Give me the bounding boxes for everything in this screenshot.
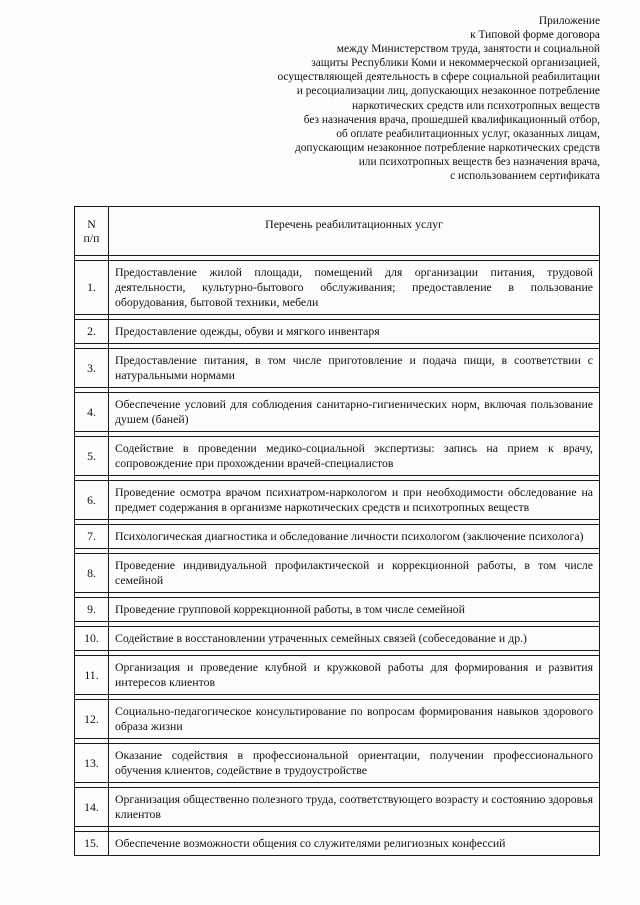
table-row	[75, 700, 600, 739]
header-line: к Типовой форме договора	[470, 29, 600, 42]
table-row	[75, 437, 600, 476]
row-number: 14.	[75, 788, 109, 827]
row-number: 12.	[75, 700, 109, 739]
row-number: 8.	[75, 554, 109, 593]
header-line: Приложение	[538, 15, 600, 27]
row-number: 1.	[75, 261, 109, 315]
header-line: без назначения врача, прошедшей квалификационный отбор,	[303, 113, 600, 126]
appendix-header	[180, 14, 600, 183]
row-number: 13.	[75, 744, 109, 783]
table-row	[75, 656, 600, 695]
row-service-text: Предоставление питания, в том числе приготовление и подача пищи, в соответствии с натуральными нормами	[109, 349, 600, 388]
header-num-line2: п/п	[83, 231, 100, 245]
table-row	[75, 261, 600, 315]
table-body	[75, 256, 600, 856]
row-service-text: Проведение групповой коррекционной работы, в том числе семейной	[109, 598, 600, 622]
table-header-row	[75, 207, 600, 256]
header-num-line1: N	[87, 217, 96, 231]
table-row	[75, 788, 600, 827]
table-row	[75, 525, 600, 549]
header-line: и ресоциализации лиц, допускающих незаконное потребление	[296, 85, 600, 98]
row-number: 3.	[75, 349, 109, 388]
header-cell-services: Перечень реабилитационных услуг	[109, 207, 600, 256]
header-line: защиты Республики Коми и некоммерческой организацией,	[311, 57, 600, 70]
row-number: 11.	[75, 656, 109, 695]
row-number: 15.	[75, 832, 109, 856]
table-row	[75, 598, 600, 622]
header-line: наркотических средств или психотропных веществ	[352, 99, 600, 112]
row-number: 10.	[75, 627, 109, 651]
table-row	[75, 554, 600, 593]
row-service-text: Предоставление жилой площади, помещений для организации питания, трудовой деятельности, культурно-бытового обслуживания; предоставление в пользование оборудования, бытовой техники, мебели	[109, 261, 600, 315]
table-row	[75, 832, 600, 856]
header-line: допускающим незаконное потребление наркотических средств	[294, 141, 600, 154]
table-row	[75, 744, 600, 783]
row-service-text: Организация и проведение клубной и кружковой работы для формирования и развития интересов клиентов	[109, 656, 600, 695]
row-service-text: Обеспечение возможности общения со служителями религиозных конфессий	[109, 832, 600, 856]
row-number: 2.	[75, 320, 109, 344]
header-line: об оплате реабилитационных услуг, оказанных лицам,	[336, 127, 600, 140]
row-service-text: Проведение осмотра врачом психиатром-наркологом и при необходимости обследование на предмет содержания в организме наркотических средств и психотропных веществ	[109, 481, 600, 520]
header-line: между Министерством труда, занятости и социальной	[336, 43, 600, 56]
row-number: 5.	[75, 437, 109, 476]
table-row	[75, 393, 600, 432]
table-row	[75, 349, 600, 388]
row-service-text: Содействие в проведении медико-социальной экспертизы: запись на прием к врачу, сопровождение при прохождении врачей-специалистов	[109, 437, 600, 476]
row-number: 6.	[75, 481, 109, 520]
table-row	[75, 627, 600, 651]
row-service-text: Организация общественно полезного труда, соответствующего возрасту и состоянию здоровья клиентов	[109, 788, 600, 827]
row-service-text: Проведение индивидуальной профилактической и коррекционной работы, в том числе семейной	[109, 554, 600, 593]
row-service-text: Социально-педагогическое консультирование по вопросам формирования навыков здорового образа жизни	[109, 700, 600, 739]
services-table	[74, 206, 600, 856]
row-service-text: Содействие в восстановлении утраченных семейных связей (собеседование и др.)	[109, 627, 600, 651]
header-line: осуществляющей деятельность в сфере социальной реабилитации	[277, 71, 600, 84]
row-number: 9.	[75, 598, 109, 622]
table-row	[75, 320, 600, 344]
row-service-text: Обеспечение условий для соблюдения санитарно-гигиенических норм, включая пользование душем (баней)	[109, 393, 600, 432]
header-cell-number	[75, 207, 109, 256]
header-line: с использованием сертификата	[450, 170, 600, 183]
table-row	[75, 481, 600, 520]
row-number: 4.	[75, 393, 109, 432]
header-line: или психотропных веществ без назначения врача,	[358, 155, 600, 168]
row-service-text: Оказание содействия в профессиональной ориентации, получении профессионального обучения клиентов, содействие в трудоустройстве	[109, 744, 600, 783]
row-service-text: Психологическая диагностика и обследование личности психологом (заключение психолога)	[109, 525, 600, 549]
row-number: 7.	[75, 525, 109, 549]
row-service-text: Предоставление одежды, обуви и мягкого инвентаря	[109, 320, 600, 344]
